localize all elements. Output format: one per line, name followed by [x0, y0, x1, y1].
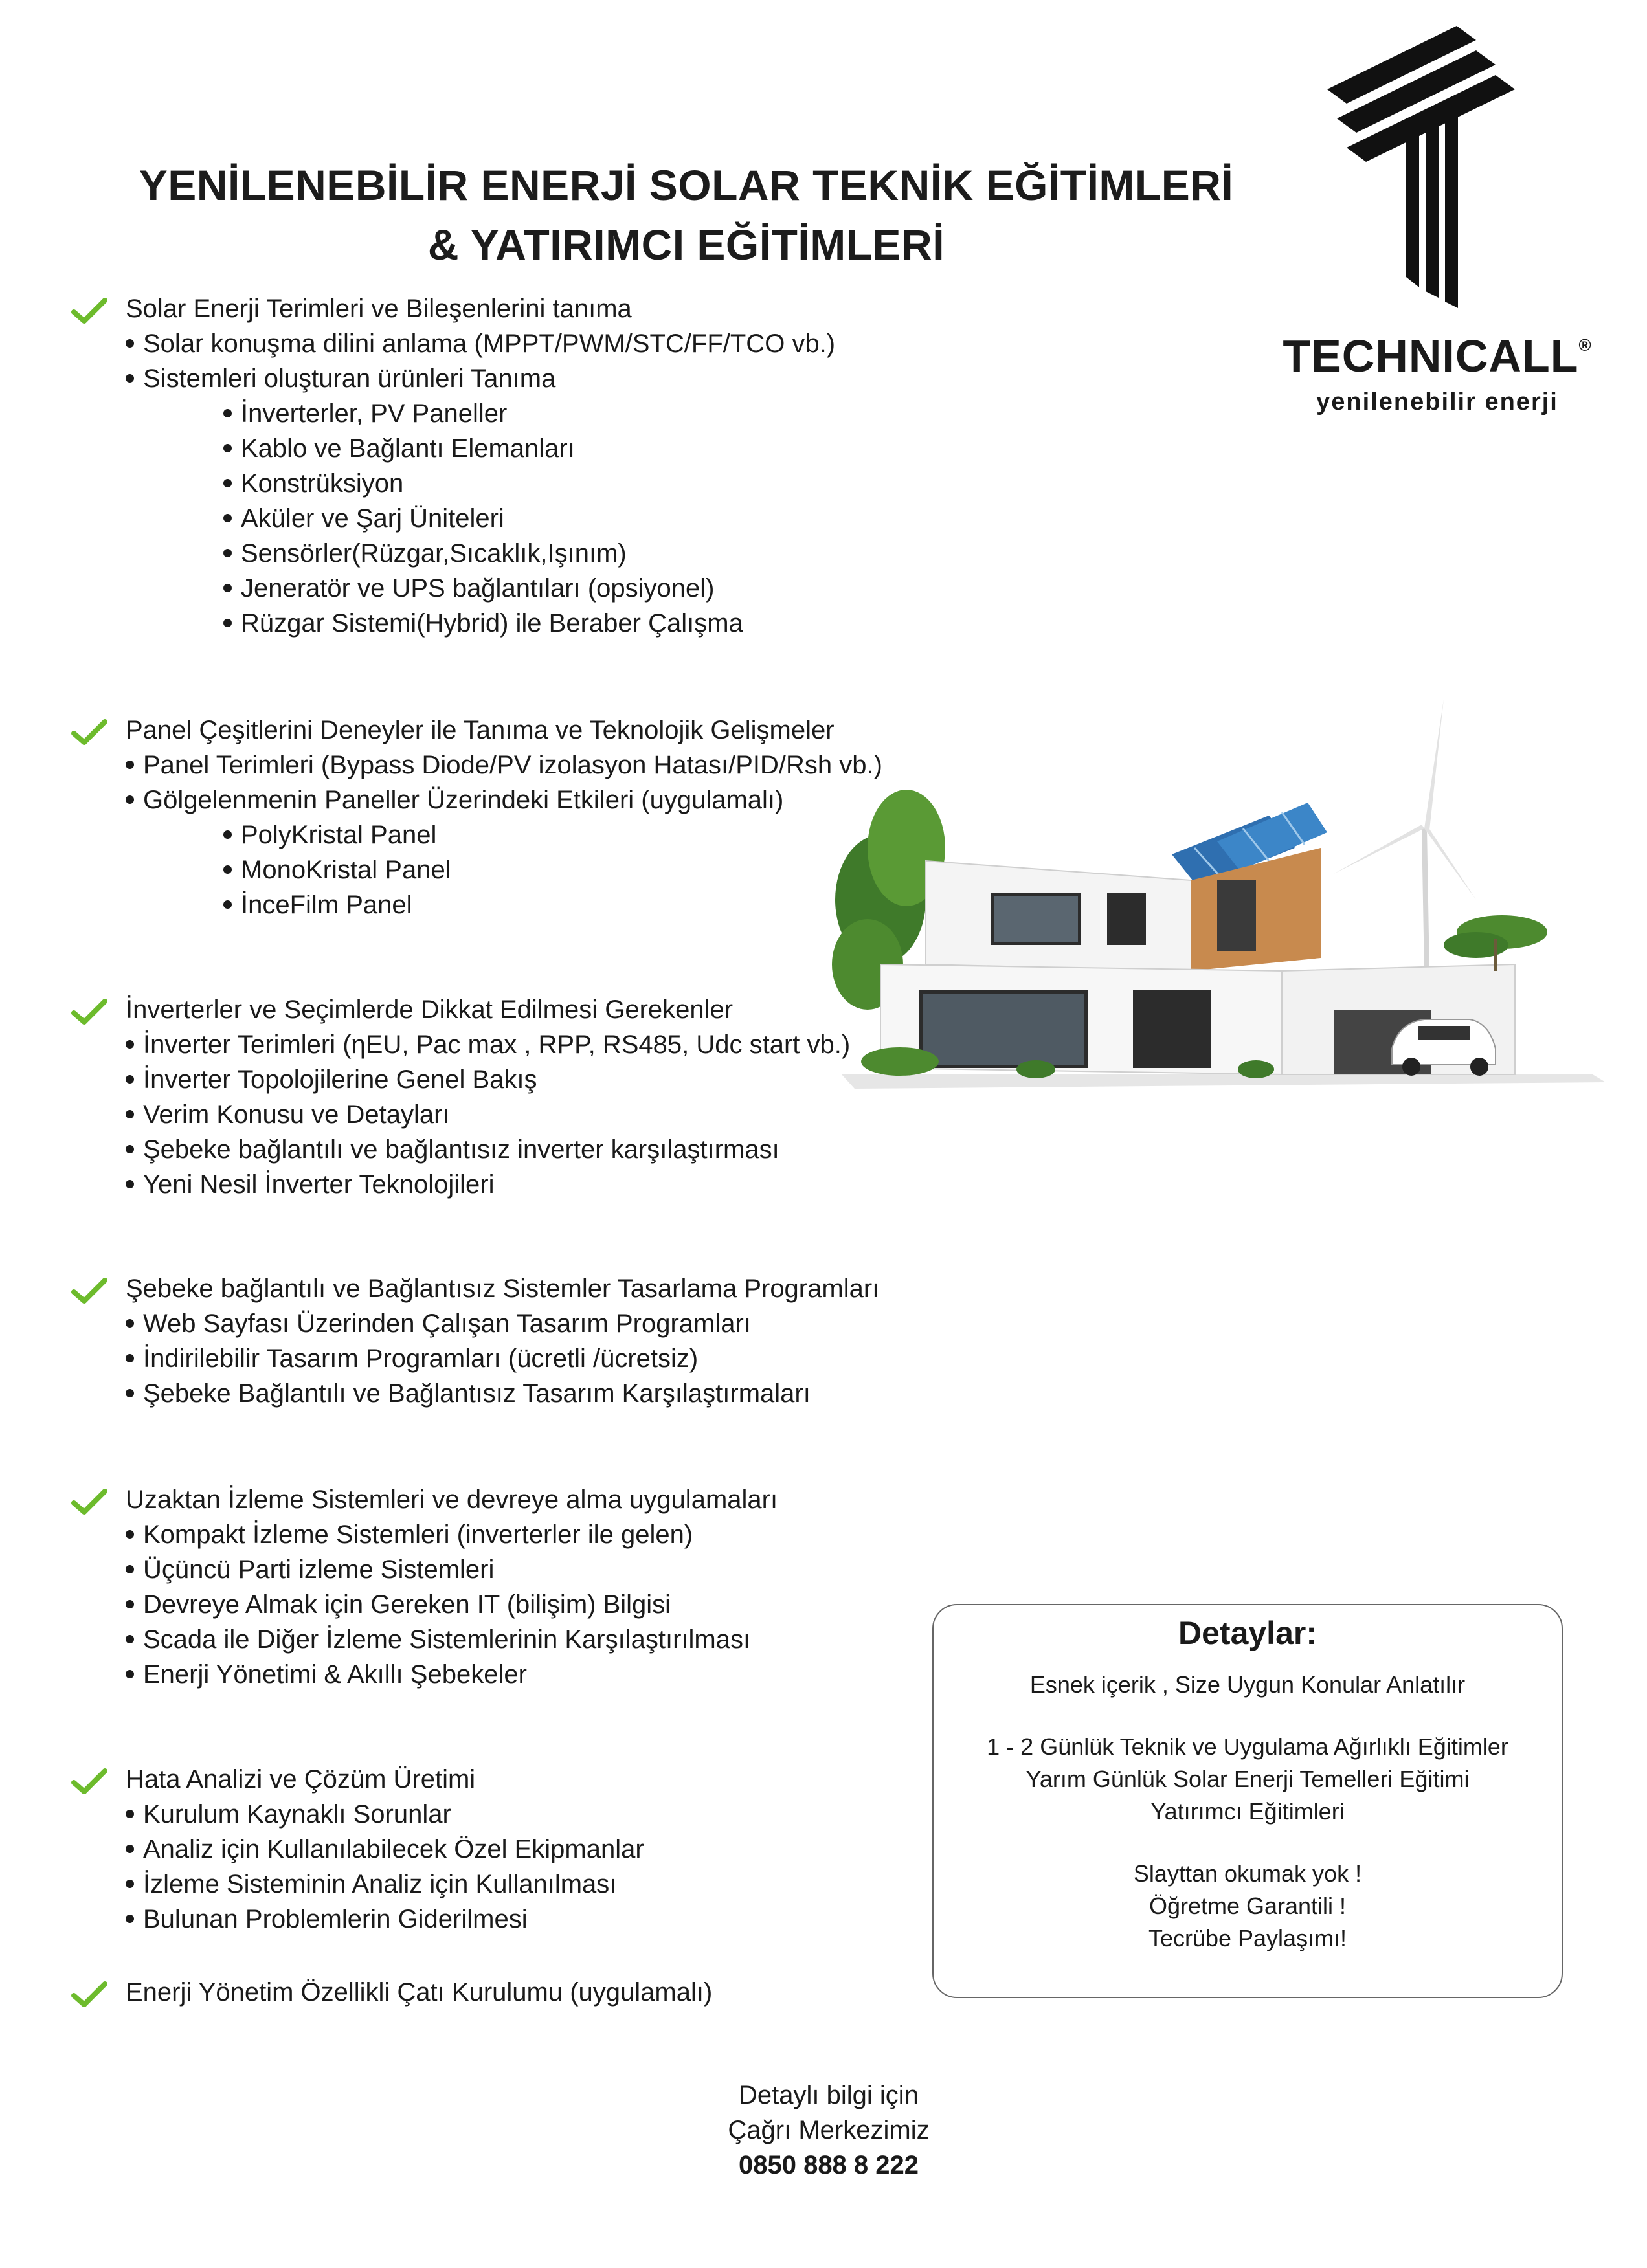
details-line: Yatırımcı Eğitimleri — [1150, 1798, 1345, 1825]
page-title — [78, 155, 1295, 274]
list-item: Yeni Nesil İnverter Teknolojileri — [126, 1167, 495, 1202]
list-item: İnverter Terimleri (ηEU, Pac max , RPP, RS485, Udc start vb.) — [126, 1027, 850, 1062]
plant-icon — [1444, 915, 1547, 971]
details-line: Slayttan okumak yok ! — [1133, 1860, 1362, 1887]
check-icon — [71, 298, 107, 324]
list-item: Analiz için Kullanılabilecek Özel Ekipmanlar — [126, 1832, 644, 1867]
section-heading: İnverterler ve Seçimlerde Dikkat Edilmesi Gerekenler — [126, 995, 734, 1024]
wind-turbine-icon — [1334, 699, 1476, 1010]
section-heading: Uzaktan İzleme Sistemleri ve devreye alma uygulamaları — [126, 1485, 778, 1514]
list-item: Web Sayfası Üzerinden Çalışan Tasarım Programları — [126, 1306, 751, 1341]
sub-list-item: Rüzgar Sistemi(Hybrid) ile Beraber Çalışma — [223, 606, 743, 641]
list-item: İnverter Topolojilerine Genel Bakış — [126, 1062, 537, 1097]
list-item: Solar konuşma dilini anlama (MPPT/PWM/STC/FF/TCO vb.) — [126, 326, 835, 361]
sub-list-item: İnceFilm Panel — [223, 887, 412, 922]
details-line: 1 - 2 Günlük Teknik ve Uygulama Ağırlıklı Eğitimler — [987, 1733, 1508, 1760]
title-line-1: YENİLENEBİLİR ENERJİ SOLAR TEKNİK EĞİTİMLERİ — [139, 161, 1234, 209]
list-item: Scada ile Diğer İzleme Sistemlerinin Karşılaştırılması — [126, 1622, 750, 1657]
sub-list-item: İnverterler, PV Paneller — [223, 396, 507, 431]
solar-house-illustration — [829, 686, 1606, 1100]
sub-list-item: Konstrüksiyon — [223, 466, 403, 501]
check-icon — [71, 1489, 107, 1515]
check-icon — [71, 1278, 107, 1304]
details-title: Detaylar: — [1178, 1615, 1317, 1651]
footer-line: Detaylı bilgi için — [739, 2081, 919, 2109]
list-item: Kurulum Kaynaklı Sorunlar — [126, 1797, 451, 1832]
sub-list-item: Aküler ve Şarj Üniteleri — [223, 501, 504, 536]
section-heading: Şebeke bağlantılı ve Bağlantısız Sistemler Tasarlama Programları — [126, 1274, 880, 1303]
details-line: Yarım Günlük Solar Enerji Temelleri Eğitimi — [1025, 1766, 1470, 1792]
check-icon — [71, 1981, 107, 2007]
list-item: Devreye Almak için Gereken IT (bilişim) Bilgisi — [126, 1587, 671, 1622]
list-item: İndirilebilir Tasarım Programları (ücretli /ücretsiz) — [126, 1341, 698, 1376]
details-line: Esnek içerik , Size Uygun Konular Anlatılır — [1029, 1671, 1466, 1698]
list-item: İzleme Sisteminin Analiz için Kullanılması — [126, 1867, 616, 1902]
list-item: Enerji Yönetimi & Akıllı Şebekeler — [126, 1657, 527, 1692]
list-item: Sistemleri oluşturan ürünleri Tanıma — [126, 361, 555, 396]
title-line-2: & YATIRIMCI EĞİTİMLERİ — [427, 221, 945, 269]
technicall-logo — [1269, 26, 1606, 427]
brand-name: TECHNICALL® — [1283, 331, 1592, 381]
technicall-t-mark-icon — [1321, 26, 1554, 311]
sub-list-item: Kablo ve Bağlantı Elemanları — [223, 431, 575, 466]
section-heading: Enerji Yönetim Özellikli Çatı Kurulumu (uygulamalı) — [126, 1978, 713, 2007]
list-item: Gölgelenmenin Paneller Üzerindeki Etkileri (uygulamalı) — [126, 783, 783, 817]
list-item: Kompakt İzleme Sistemleri (inverterler ile gelen) — [126, 1517, 693, 1552]
list-item: Şebeke bağlantılı ve bağlantısız inverter karşılaştırması — [126, 1132, 779, 1167]
footer-line: Çağrı Merkezimiz — [728, 2116, 930, 2144]
check-icon — [71, 999, 107, 1025]
list-item: Şebeke Bağlantılı ve Bağlantısız Tasarım Karşılaştırmaları — [126, 1376, 811, 1411]
list-item: Üçüncü Parti izleme Sistemleri — [126, 1552, 494, 1587]
section-heading: Panel Çeşitlerini Deneyler ile Tanıma ve Teknolojik Gelişmeler — [126, 716, 835, 744]
list-item: Panel Terimleri (Bypass Diode/PV izolasyon Hatası/PID/Rsh vb.) — [126, 748, 882, 783]
sub-list-item: MonoKristal Panel — [223, 852, 451, 887]
sub-list-item: Sensörler(Rüzgar,Sıcaklık,Işınım) — [223, 536, 627, 571]
section-heading: Hata Analizi ve Çözüm Üretimi — [126, 1765, 476, 1794]
contact-footer — [634, 2078, 1023, 2183]
sub-list-item: PolyKristal Panel — [223, 817, 436, 852]
check-icon — [71, 1768, 107, 1794]
phone-number[interactable]: 0850 888 8 222 — [738, 2151, 919, 2179]
check-icon — [71, 719, 107, 745]
list-item: Bulunan Problemlerin Giderilmesi — [126, 1902, 528, 1937]
sub-list-item: Jeneratör ve UPS bağlantıları (opsiyonel) — [223, 571, 714, 606]
details-line: Tecrübe Paylaşımı! — [1148, 1925, 1347, 1951]
section-heading: Solar Enerji Terimleri ve Bileşenlerini tanıma — [126, 295, 632, 323]
details-line: Öğretme Garantili ! — [1148, 1893, 1347, 1919]
details-box — [932, 1604, 1563, 1998]
brand-tagline: yenilenebilir enerji — [1316, 388, 1558, 416]
list-item: Verim Konusu ve Detayları — [126, 1097, 450, 1132]
